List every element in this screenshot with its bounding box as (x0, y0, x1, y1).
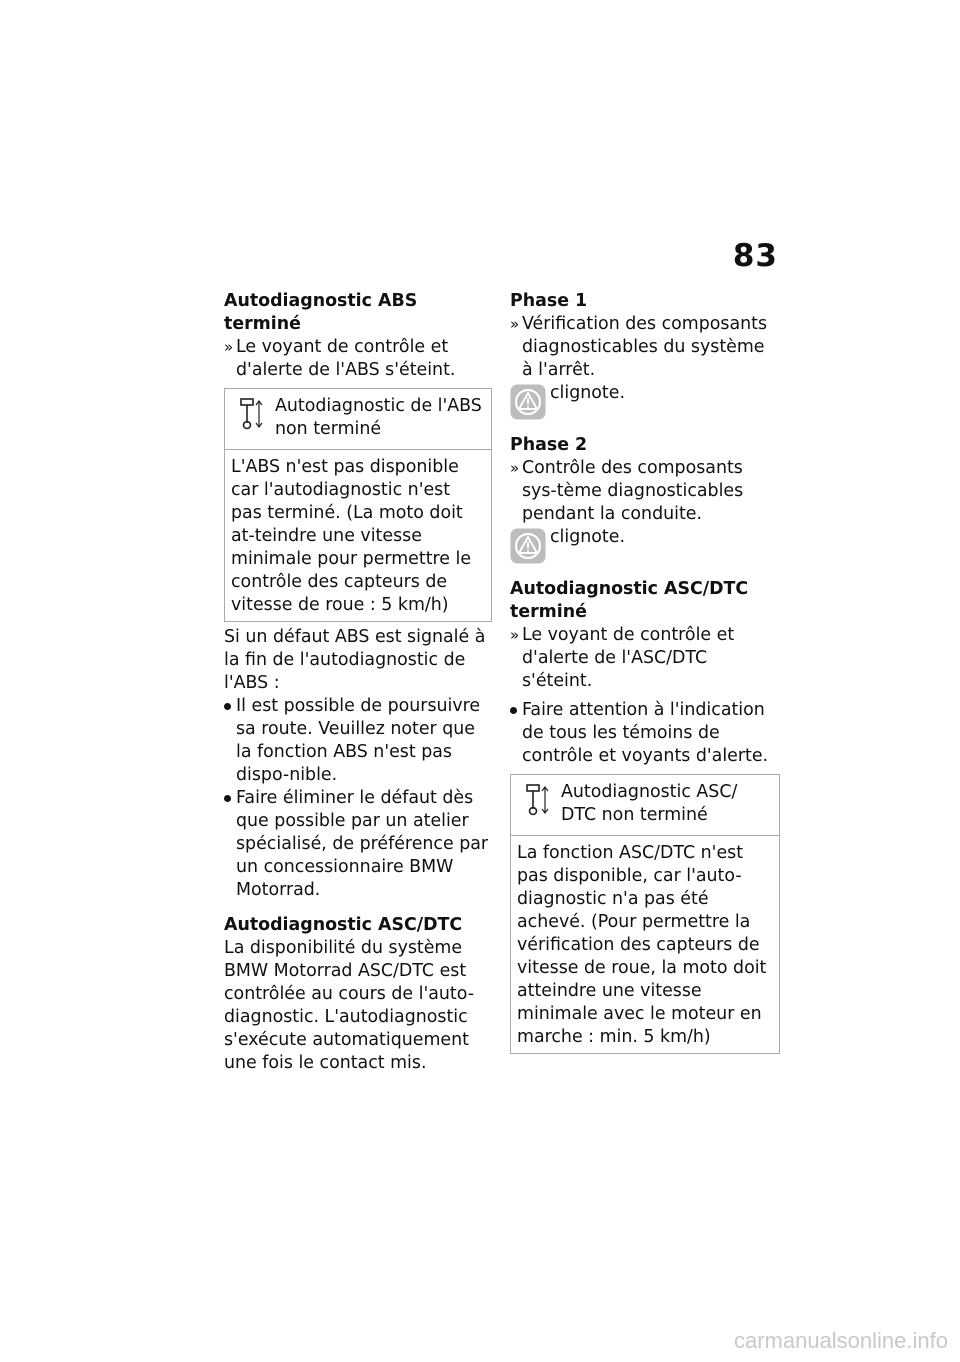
gauge-icon (239, 397, 265, 438)
info-box-body: L'ABS n'est pas disponible car l'autodiagnostic n'est pas terminé. (La moto doit at-teindre une vitesse minimale pour permettre le contrôle des capteurs de vitesse de roue : 5 km/h) (231, 457, 472, 615)
info-box-header (225, 389, 491, 450)
bullet-dot (510, 707, 517, 714)
warning-row-phase-2 (510, 526, 780, 566)
instruction-text: Le voyant de contrôle et d'alerte de l'ABS s'éteint. (236, 337, 456, 380)
heading-abs-done: Autodiagnostic ABS terminé (224, 291, 418, 334)
heading-asc-dtc: Autodiagnostic ASC/DTC (224, 915, 463, 935)
info-box-abs-not-done (224, 388, 492, 622)
warning-row-phase-1 (510, 382, 780, 422)
traction-warning-icon (510, 528, 546, 571)
blink-text: clignote. (550, 527, 625, 547)
instruction-phase-1 (510, 313, 780, 382)
info-box-body: La fonction ASC/DTC n'est pas disponible, car l'auto-diagnostic n'a pas été achevé. (Pour permettre la vérification des capteurs de vitesse de roue, la moto doit atteindre une vitesse minimale avec le moteur en marche : min. 5 km/h) (517, 843, 767, 1047)
instruction-marker: » (510, 315, 520, 333)
bullet-dot (224, 703, 231, 710)
heading-phase-2: Phase 2 (510, 435, 588, 455)
heading-asc-dtc-done: Autodiagnostic ASC/DTC terminé (510, 579, 749, 622)
instruction-abs-light-off (224, 336, 492, 382)
paragraph-abs-fault: Si un défaut ABS est signalé à la fin de l'autodiagnostic de l'ABS : (224, 627, 486, 693)
info-box-title: Autodiagnostic de l'ABS non terminé (275, 396, 482, 439)
instruction-marker: » (510, 626, 520, 644)
gauge-icon (525, 783, 551, 824)
bullet-text: Faire éliminer le défaut dès que possible par un atelier spécialisé, de préférence par un concessionnaire BMW Motorrad. (236, 788, 489, 900)
right-column (510, 290, 780, 1058)
info-box-asc-dtc-not-done (510, 774, 780, 1054)
heading-phase-1: Phase 1 (510, 291, 588, 311)
blink-text: clignote. (550, 383, 625, 403)
bullet-check-indicators (510, 699, 780, 768)
instruction-asc-dtc-light-off (510, 624, 780, 693)
bullet-dot (224, 795, 231, 802)
instruction-text: Vérification des composants diagnosticables du système à l'arrêt. (522, 314, 768, 380)
left-column (224, 290, 492, 1075)
instruction-phase-2 (510, 457, 780, 526)
instruction-text: Contrôle des composants sys-tème diagnosticables pendant la conduite. (522, 458, 744, 524)
bullet-repair-fault (224, 787, 492, 902)
watermark: carmanualsonline.info (733, 1328, 948, 1353)
instruction-marker: » (510, 459, 520, 477)
paragraph-asc-dtc: La disponibilité du système BMW Motorrad ASC/DTC est contrôlée au cours de l'auto-diagnostic. L'autodiagnostic s'exécute automatiquement une fois le contact mis. (224, 938, 474, 1073)
bullet-text: Faire attention à l'indication de tous les témoins de contrôle et voyants d'alerte. (522, 700, 769, 766)
page-number: 83 (732, 238, 778, 274)
instruction-text: Le voyant de contrôle et d'alerte de l'ASC/DTC s'éteint. (522, 625, 735, 691)
traction-warning-icon (510, 384, 546, 427)
bullet-continue-riding (224, 695, 492, 787)
bullet-text: Il est possible de poursuivre sa route. Veuillez noter que la fonction ABS n'est pas dispo-nible. (236, 696, 481, 785)
instruction-marker: » (224, 338, 234, 356)
info-box-header (511, 775, 779, 836)
info-box-title: Autodiagnostic ASC/ DTC non terminé (561, 782, 738, 825)
